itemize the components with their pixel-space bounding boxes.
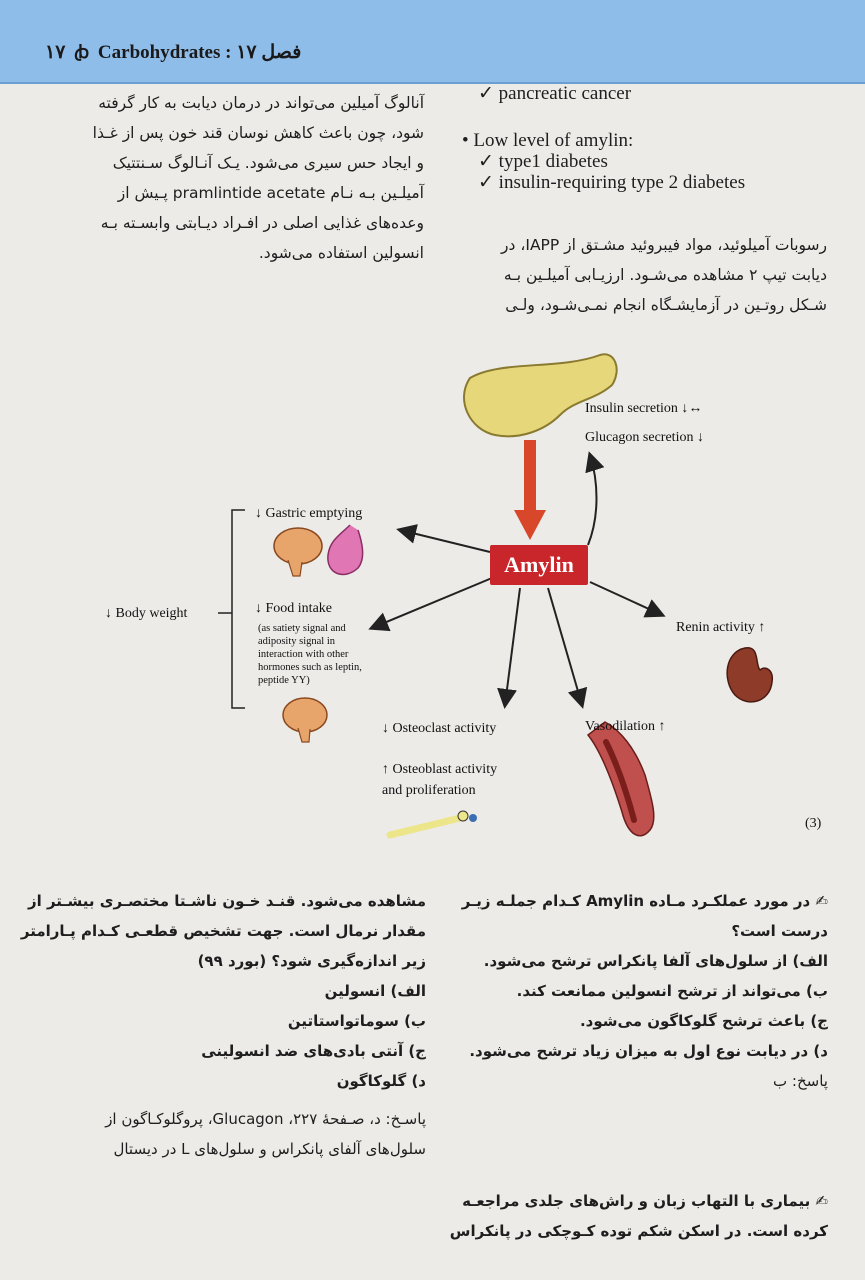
figure-number: (3) bbox=[805, 816, 822, 831]
text-line: رسوبات آمیلوئید، مواد فیبروئید مشـتق از IAPP، در bbox=[501, 236, 827, 254]
stomach-icon bbox=[328, 525, 363, 574]
bullet-low-amylin: • Low level of amylin: bbox=[462, 130, 634, 151]
text-line: انسولین استفاده می‌شود. bbox=[258, 244, 424, 262]
book-logo-icon: ꞗ bbox=[74, 42, 90, 62]
arrow-renin bbox=[590, 582, 662, 615]
osteoblast-label-2: and proliferation bbox=[382, 783, 476, 798]
answer-text: سلول‌های آلفای پانکراس و سلول‌های L در دیستال bbox=[113, 1140, 426, 1158]
page-number: ۱۷ bbox=[45, 42, 66, 63]
arrow-gastric bbox=[400, 530, 490, 552]
check-pancreatic-cancer: ✓ pancreatic cancer bbox=[478, 83, 632, 104]
option-a: الف) انسولین bbox=[324, 982, 426, 1000]
right-top-paragraph bbox=[455, 230, 827, 320]
osteoblast-label-1: ↑ Osteoblast activity bbox=[382, 762, 498, 777]
text-line: آمیلـین بـه نـام pramlintide acetate پـیش از bbox=[117, 184, 424, 202]
question-text: ✍ در مورد عملکـرد مـاده Amylin کـدام جملـه زیـر bbox=[461, 892, 828, 910]
question-text: درست است؟ bbox=[731, 922, 828, 940]
question-text: مشاهده می‌شود. قنـد خـون ناشـتا مختصـری بیشـتر از bbox=[27, 892, 426, 910]
red-arrow-head bbox=[514, 510, 546, 540]
kidney-icon bbox=[727, 648, 772, 702]
text-line: شـکل روتـین در آزمایشـگاه انجام نمـی‌شـود، ولـی bbox=[505, 296, 827, 314]
arrow-osteo bbox=[505, 588, 520, 705]
text-line: و ایجاد حس سیری می‌شود. یـک آنـالوگ سـنتتیک bbox=[112, 154, 424, 172]
insulin-secretion-label: Insulin secretion ↓↔ bbox=[585, 401, 703, 416]
header-title bbox=[45, 40, 301, 64]
option-c: ج) آنتی بادی‌های ضد انسولینی bbox=[201, 1042, 426, 1060]
chapter-title-en: Carbohydrates : ۱۷ bbox=[97, 42, 257, 63]
osteoclast-label: ↓ Osteoclast activity bbox=[382, 721, 497, 736]
question-text: ✍ بیماری با التهاب زبان و راش‌های جلدی مراجعـه bbox=[462, 1192, 828, 1210]
option-c: ج) باعث ترشح گلوکاگون می‌شود. bbox=[579, 1012, 828, 1030]
renin-activity-label: Renin activity ↑ bbox=[676, 620, 766, 635]
arrow-vaso bbox=[548, 588, 582, 705]
question-continuation bbox=[20, 886, 426, 1164]
left-top-paragraph bbox=[48, 88, 424, 268]
option-d: د) در دیابت نوع اول به میزان زیاد ترشح می‌شود. bbox=[469, 1042, 828, 1060]
option-d: د) گلوکاگون bbox=[336, 1072, 426, 1090]
question-2 bbox=[449, 1186, 828, 1246]
question-1 bbox=[461, 886, 828, 1096]
question-text: مقدار نرمال است. جهت تشخیص قطعـی کـدام پـارامتر bbox=[20, 922, 426, 940]
option-b: ب) می‌تواند از ترشح انسولین ممانعت کند. bbox=[516, 982, 828, 1000]
food-intake-note: (as satiety signal and adiposity signal in interaction with other hormones such as leptin, peptide YY) bbox=[258, 623, 362, 686]
text-line: آنالوگ آمیلین می‌تواند در درمان دیابت به کار گرفته bbox=[98, 94, 424, 112]
option-a: الف) از سلول‌های آلفا پانکراس ترشح می‌شود. bbox=[483, 952, 828, 970]
text-line: دیابت تیپ ۲ مشاهده می‌شـود. ارزیـابی آمیلـین بـه bbox=[503, 266, 827, 284]
glucagon-secretion-label: Glucagon secretion ↓ bbox=[585, 430, 704, 445]
amylin-center-box: Amylin bbox=[490, 545, 588, 585]
question-text: زیر اندازه‌گیری شود؟ (بورد ۹۹) bbox=[197, 952, 426, 970]
text-line: وعده‌های غذایی اصلی در افـراد دیـابتی وابسـته بـه bbox=[100, 214, 424, 232]
answer-text: پاسخ: ب bbox=[773, 1072, 828, 1090]
body-weight-label: ↓ Body weight bbox=[105, 606, 188, 621]
red-arrow-shaft bbox=[524, 440, 536, 515]
check-type1: ✓ type1 diabetes bbox=[478, 151, 608, 172]
gastric-emptying-label: ↓ Gastric emptying bbox=[255, 506, 363, 521]
bracket bbox=[232, 510, 245, 708]
bone-icon bbox=[390, 818, 460, 835]
brain-icon bbox=[274, 528, 322, 564]
option-b: ب) سوماتواستاتین bbox=[287, 1012, 426, 1030]
question-text: کرده است. در اسکن شکم توده کـوچکی در پانکراس bbox=[449, 1222, 828, 1240]
arrow-food bbox=[372, 578, 492, 628]
text-line: شود، چون باعث کاهش نوسان قند خون پس از غـذا bbox=[92, 124, 424, 142]
food-intake-label: ↓ Food intake bbox=[255, 601, 332, 616]
check-type2: ✓ insulin-requiring type 2 diabetes bbox=[478, 172, 746, 193]
pancreas-icon bbox=[464, 354, 617, 436]
chapter-title-fa: فصل bbox=[261, 42, 302, 63]
answer-text: پاسـخ: د، صـفحهٔ ۲۲۷، Glucagon، پروگلوکـاگون از bbox=[105, 1110, 426, 1128]
brain-icon bbox=[283, 698, 327, 732]
feedback-arrow bbox=[588, 455, 597, 545]
vasodilation-label: Vasodilation ↑ bbox=[585, 719, 666, 734]
